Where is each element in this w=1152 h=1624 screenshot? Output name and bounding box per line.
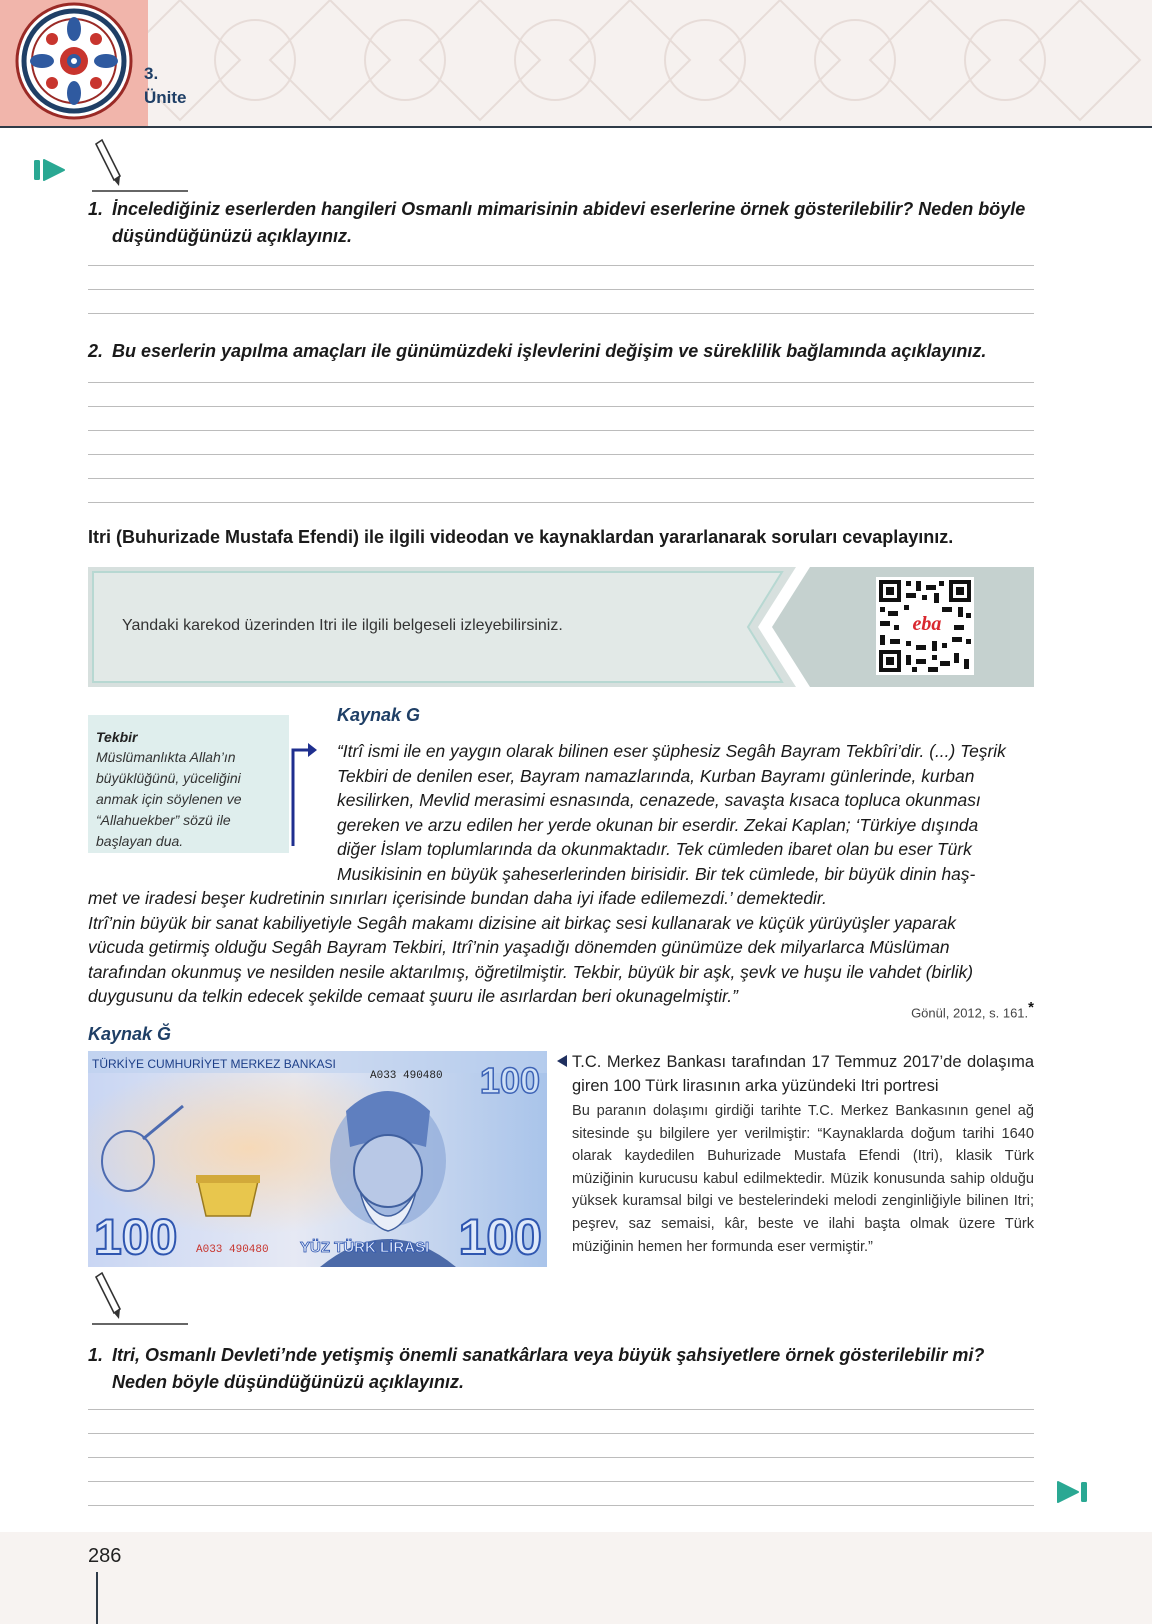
answer-line[interactable] (88, 313, 1034, 314)
pencil-icon (86, 1269, 196, 1329)
answer-line[interactable] (88, 1481, 1034, 1482)
source-g-quote-bottom (88, 886, 1034, 1009)
question-number: 1. (88, 199, 104, 219)
banknote-denomination-left: 100 (94, 1209, 178, 1265)
banknote-denomination-top: 100 (479, 1060, 540, 1101)
quote-line: duygusunu da telkin edecek şekilde cemaat şuuru ile asırlardan beri okunagelmiştir.” (88, 986, 738, 1007)
quote-line: met ve iradesi beşer kudretinin sınırları içerisinde bundan daha iyi ifade edilemezdi.’ demektedir. (88, 888, 827, 908)
unit-title: Ünite (144, 88, 187, 107)
answer-line[interactable] (88, 265, 1034, 266)
note-line: anmak için söylenen ve (96, 791, 242, 807)
qr-code-icon[interactable] (876, 577, 974, 675)
unit-label (144, 62, 187, 110)
banknote-caption: T.C. Merkez Bankası tarafından 17 Temmuz 2017’de dolaşıma giren 100 Türk lirasının arka yüzündeki Itri portresi (572, 1053, 1034, 1095)
quote-line: kesilirken, Mevlid merasimi esnasında, cenazede, savaşta kısaca topluca okunması (337, 790, 981, 811)
question-itri (88, 1342, 1034, 1396)
question-text: Itri, Osmanlı Devleti’nde yetişmiş önemli sanatkârlara veya büyük şahsiyetlere örnek gösterilebilir mi? Neden böyle düşündüğünüzü açıklayınız. (112, 1345, 985, 1392)
citation-text: Gönül, 2012, s. 161. (911, 1005, 1029, 1021)
note-line: “Allahuekber” sözü ile (96, 812, 231, 828)
note-line: başlayan dua. (96, 833, 184, 849)
note-line: Müslümanlıkta Allah’ın (96, 749, 236, 765)
banknote-serial-top: A033 490480 (370, 1070, 443, 1082)
note-title: Tekbir (96, 729, 138, 745)
source-g-title: Kaynak G (337, 705, 421, 725)
quote-line: diğer İslam toplumlarında da okunmaktadır. Tek cümleden ibaret olan bu eser Türk (337, 839, 972, 860)
note-line: büyüklüğünü, yüceliğini (96, 770, 241, 786)
question-text: Bu eserlerin yapılma amaçları ile günümüzdeki işlevlerini değişim ve süreklilik bağlamında açıklayınız. (112, 341, 987, 361)
banknote-denomination-text: YÜZ TÜRK LİRASI (300, 1239, 430, 1256)
quote-line: vücuda getirmiş olduğu Segâh Bayram Tekbiri, Itrî’nin yaşadığı dönemden günümüze dek milyarlarca Müslüman (88, 937, 950, 958)
citation (911, 999, 1034, 1020)
answer-line[interactable] (88, 502, 1034, 503)
source-gg-title: Kaynak Ğ (88, 1024, 172, 1044)
footer-band (0, 1532, 1152, 1624)
quote-line: tarafından okunmuş ve nesilden nesile aktarılmış, öğretilmiştir. Tekbir, büyük bir aşk, şevk ve huşu ile vahdet (birlik) (88, 961, 974, 982)
answer-line[interactable] (88, 1457, 1034, 1458)
banknote-serial-bottom: A033 490480 (196, 1244, 269, 1256)
question-1 (88, 196, 1034, 250)
citation-mark: * (1028, 999, 1034, 1016)
end-play-icon (1054, 1478, 1090, 1506)
quote-line: Itrî’nin büyük bir sanat kabiliyetiyle Segâh makamı dizisine ait birkaç sesi kullanarak ve küçük yürüyüşler yaparak (88, 912, 956, 933)
answer-line[interactable] (88, 430, 1034, 431)
start-play-icon (32, 156, 68, 184)
answer-line[interactable] (88, 1433, 1034, 1434)
unit-number: 3. (144, 64, 159, 83)
source-g-quote-top (337, 739, 1034, 887)
banknote-bank-name: TÜRKİYE CUMHURİYET MERKEZ BANKASI (92, 1057, 336, 1071)
qr-info-text: Yandaki karekod üzerinden Itri ile ilgili belgeseli izleyebilirsiniz. (122, 617, 563, 634)
quote-line: “Itrî ismi ile en yaygın olarak bilinen eser şüphesiz Segâh Bayram Tekbîri’dir. (...) Teşrik (337, 741, 1006, 761)
banknote-description: Bu paranın dolaşımı girdiği tarihte T.C. Merkez Bankasının genel ağ sitesinde şu bilgilere yer verilmiştir: “Kaynaklarda doğum tarihi 1640 olarak kaydedilen Buhurizade Mustafa Efendi (Itri), klasik Türk müziğinin kurucusu kabul edilmektedir. Müzik konusunda sahip olduğu yüksek kuramsal bilgi ve bestelerindeki melodi zenginliğiyle bilinen Itri; peşrev, saz semaisi, kâr, beste ve ilahi başta olmak üzere Türk müziğinin hemen her formunda eser vermiştir.” (572, 1103, 1034, 1255)
note-connector-arrow-icon (288, 738, 318, 848)
instruction-text: Itri (Buhurizade Mustafa Efendi) ile ilgili videodan ve kaynaklardan yararlanarak soruları cevaplayınız. (88, 527, 954, 547)
quote-line: Tekbiri de denilen eser, Bayram namazlarında, Kurban Bayramı günlerinde, kurban (337, 765, 975, 786)
header-rule (0, 126, 1152, 128)
caption-pointer-icon (556, 1054, 568, 1068)
answer-line[interactable] (88, 289, 1034, 290)
page-rule (96, 1572, 98, 1624)
answer-line[interactable] (88, 1409, 1034, 1410)
answer-line[interactable] (88, 454, 1034, 455)
quote-line: gereken ve arzu edilen her yerde okunan bir eserdir. Zekai Kaplan; ‘Türkiye dışında (337, 814, 979, 835)
banknote-image (88, 1051, 547, 1267)
pencil-icon (86, 136, 196, 196)
question-number: 1. (88, 1345, 104, 1365)
eba-badge: eba (912, 613, 942, 635)
ornament-medallion-icon (10, 2, 140, 120)
quote-line: Musikisinin en büyük şaheserlerinden birisidir. Bir tek cümlede, bir büyük dinin haş- (337, 863, 976, 884)
answer-line[interactable] (88, 382, 1034, 383)
banknote-denomination-right: 100 (458, 1209, 542, 1265)
answer-line[interactable] (88, 1505, 1034, 1506)
question-text: İncelediğiniz eserlerden hangileri Osmanlı mimarisinin abidevi eserlerine örnek gösterilebilir? Neden böyle düşündüğünüzü açıklayınız. (112, 199, 1026, 246)
question-number: 2. (88, 341, 104, 361)
page-number: 286 (88, 1545, 122, 1567)
question-2 (88, 338, 1034, 365)
answer-line[interactable] (88, 406, 1034, 407)
tekbir-note (88, 715, 289, 853)
answer-line[interactable] (88, 478, 1034, 479)
